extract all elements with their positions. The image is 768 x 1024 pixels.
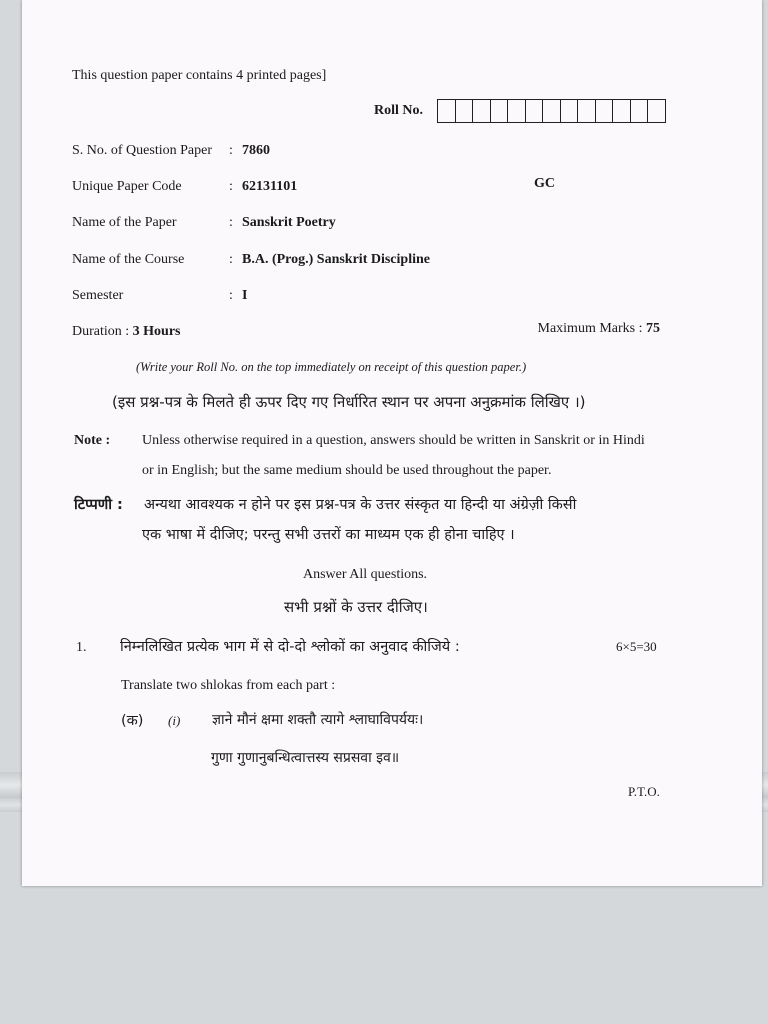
paper-code-label: Unique Paper Code	[72, 179, 182, 194]
tippani-label: टिप्पणी :	[74, 497, 123, 513]
course-name-label: Name of the Course	[72, 252, 185, 267]
duration-value: 3 Hours	[132, 324, 181, 339]
please-turn-over: P.T.O.	[628, 784, 660, 799]
duration-label: Duration :	[72, 324, 133, 339]
roll-no-box[interactable]	[438, 100, 456, 122]
printed-pages-note: This question paper contains 4 printed pages]	[72, 68, 327, 83]
note-line-1: Unless otherwise required in a question, answers should be written in Sanskrit or in Hindi	[142, 433, 645, 448]
roll-instruction-hindi: (इस प्रश्न-पत्र के मिलते ही ऊपर दिए गए निर्धारित स्थान पर अपना अनुक्रमांक लिखिए ।)	[112, 393, 586, 411]
gc-code: GC	[534, 176, 555, 191]
shloka-line-2: गुणा गुणानुबन्धित्वात्तस्य सप्रसवा इव॥	[211, 750, 400, 766]
semester-value: I	[242, 288, 248, 303]
semester-colon: :	[229, 288, 233, 303]
roll-no-box[interactable]	[473, 100, 491, 122]
shloka-line-1: ज्ञाने मौनं क्षमा शक्तौ त्यागे श्लाघाविपर्ययः।	[212, 712, 424, 728]
roll-no-box[interactable]	[561, 100, 579, 122]
roll-no-box[interactable]	[613, 100, 631, 122]
paper-name-colon: :	[229, 215, 233, 230]
question-1-marks: 6×5=30	[616, 639, 657, 654]
max-marks-value: 75	[646, 321, 660, 336]
serial-no-label: S. No. of Question Paper	[72, 143, 212, 158]
note-label: Note :	[74, 433, 111, 448]
part-ka-label: (क)	[121, 713, 144, 729]
roll-no-box[interactable]	[491, 100, 509, 122]
question-paper-page	[22, 0, 762, 886]
maximum-marks	[538, 321, 661, 337]
question-1-hindi-instruction: निम्नलिखित प्रत्येक भाग में से दो-दो श्लोकों का अनुवाद कीजिये :	[120, 639, 460, 655]
roll-no-box[interactable]	[526, 100, 544, 122]
question-1-translate-instruction: Translate two shlokas from each part :	[121, 678, 336, 693]
roll-no-box[interactable]	[631, 100, 649, 122]
roll-no-box[interactable]	[578, 100, 596, 122]
roll-no-boxes[interactable]	[437, 99, 666, 123]
paper-name-label: Name of the Paper	[72, 215, 177, 230]
max-marks-label: Maximum Marks :	[537, 321, 646, 336]
roll-instruction-english: (Write your Roll No. on the top immediately on receipt of this question paper.)	[136, 360, 527, 374]
paper-code-value: 62131101	[242, 179, 298, 194]
roll-no-label: Roll No.	[374, 103, 423, 118]
tippani-line-1: अन्यथा आवश्यक न होने पर इस प्रश्न-पत्र के उत्तर संस्कृत या हिन्दी या अंग्रेज़ी किसी	[144, 497, 577, 513]
serial-no-colon: :	[229, 143, 233, 158]
roll-no-box[interactable]	[508, 100, 526, 122]
answer-all-hindi: सभी प्रश्नों के उत्तर दीजिए।	[284, 598, 428, 616]
note-line-2: or in English; but the same medium should be used throughout the paper.	[142, 463, 552, 478]
course-name-colon: :	[229, 252, 233, 267]
sub-part-i-label: (i)	[168, 713, 181, 728]
tippani-line-2: एक भाषा में दीजिए; परन्तु सभी उत्तरों का माध्यम एक ही होना चाहिए ।	[142, 527, 515, 543]
semester-label: Semester	[72, 288, 124, 303]
roll-no-box[interactable]	[543, 100, 561, 122]
roll-no-box[interactable]	[456, 100, 474, 122]
duration	[72, 324, 181, 340]
paper-code-colon: :	[229, 179, 233, 194]
course-name-value: B.A. (Prog.) Sanskrit Discipline	[242, 252, 430, 267]
paper-name-value: Sanskrit Poetry	[242, 215, 336, 230]
roll-no-box[interactable]	[596, 100, 614, 122]
question-1-number: 1.	[76, 640, 87, 655]
answer-all-english: Answer All questions.	[303, 567, 428, 582]
roll-no-box[interactable]	[648, 100, 665, 122]
serial-no-value: 7860	[242, 143, 270, 158]
